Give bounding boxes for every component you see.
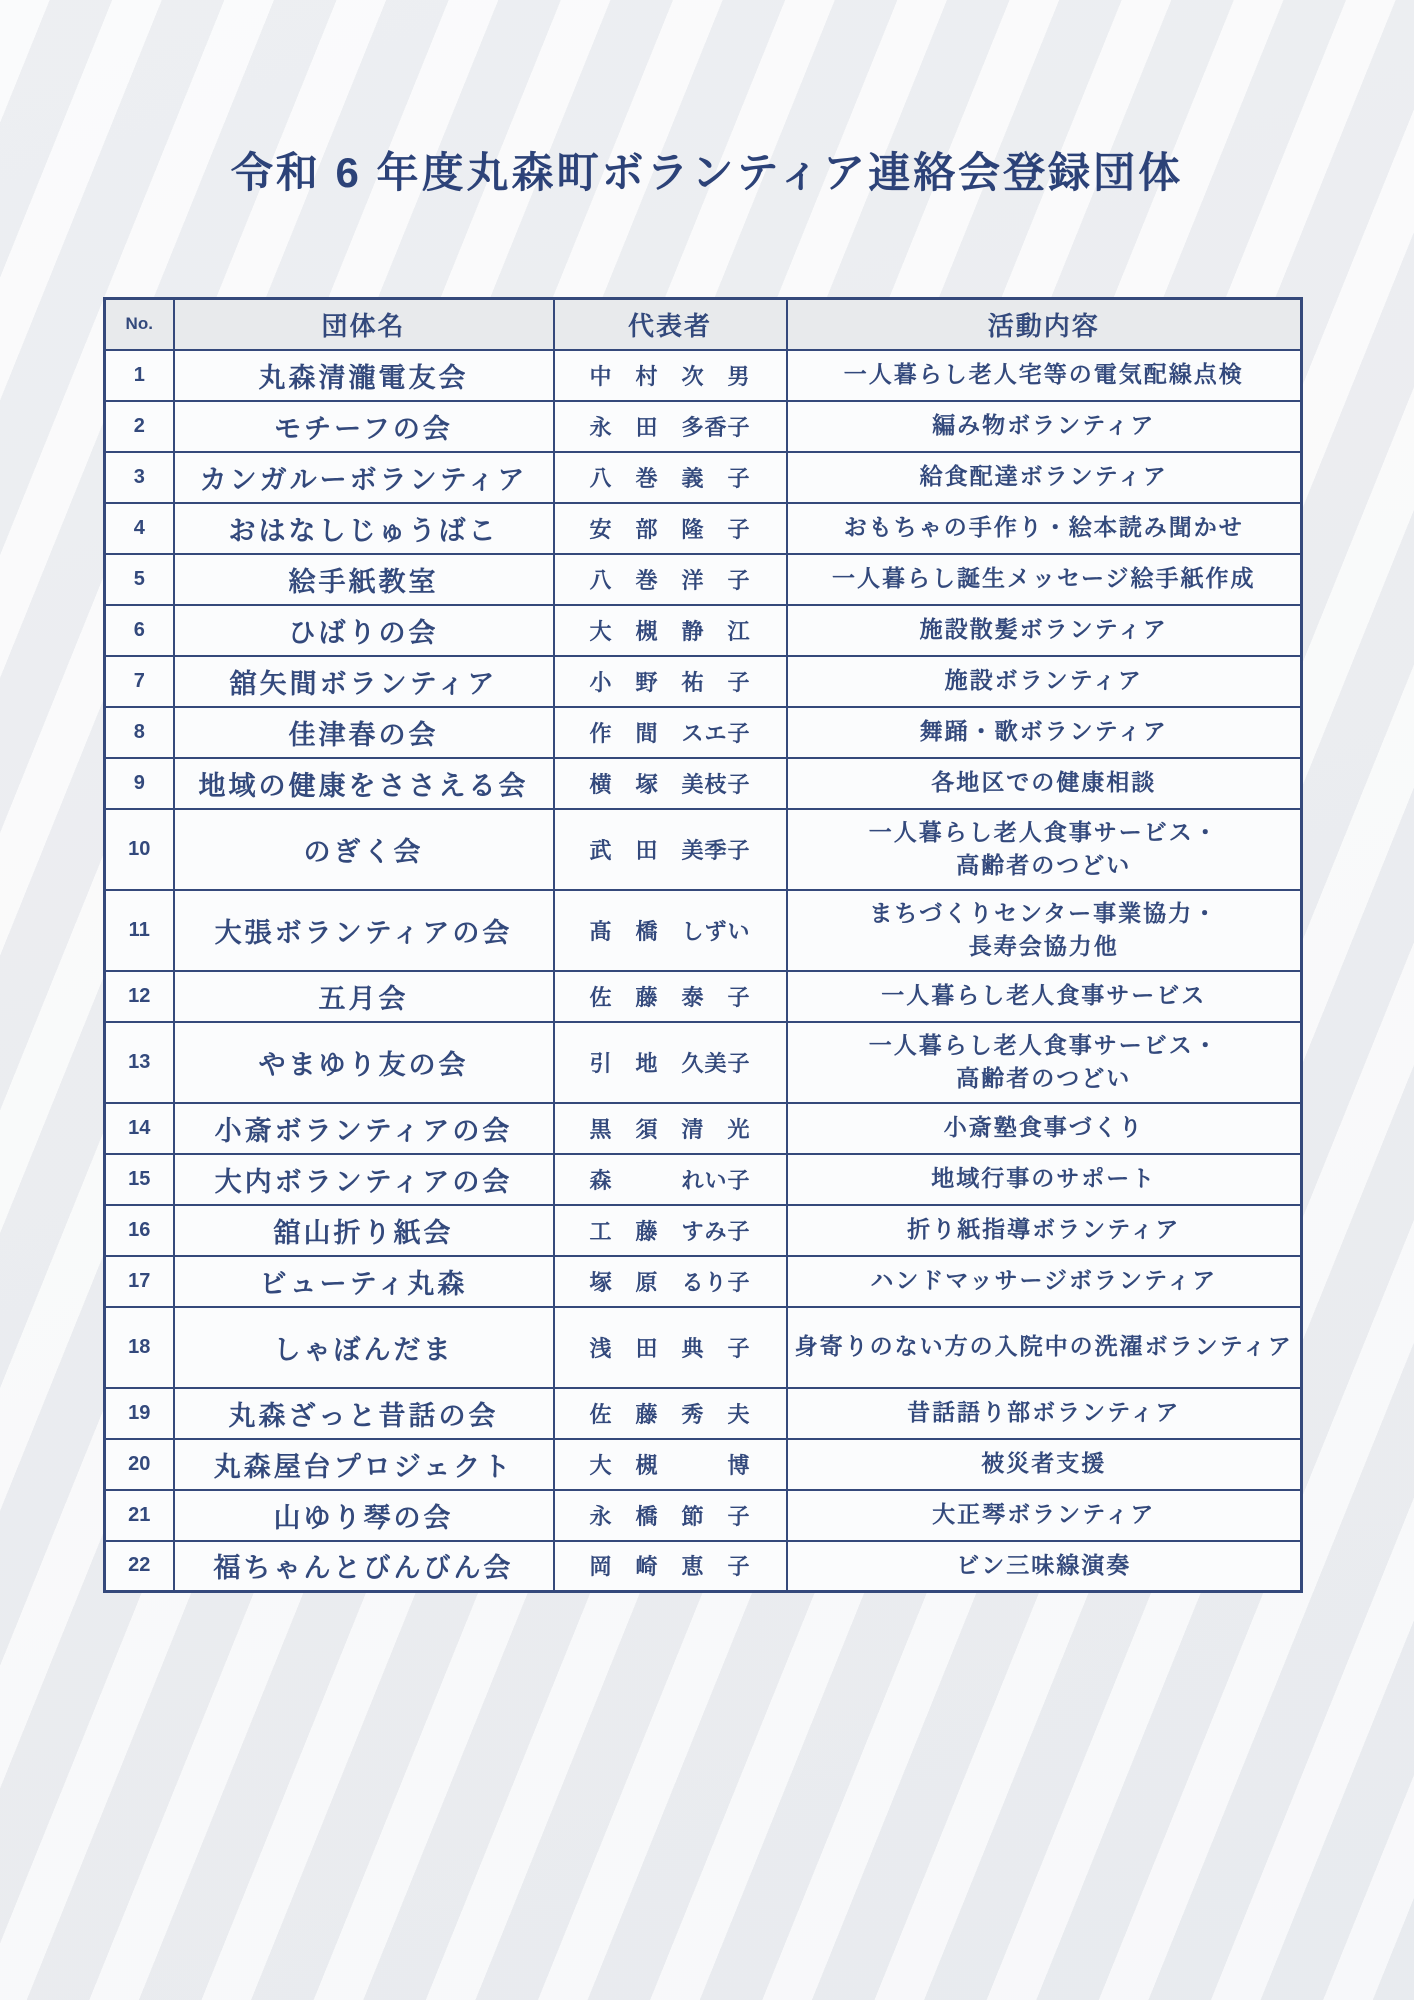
table-row bbox=[105, 656, 1302, 707]
table-row bbox=[105, 707, 1302, 758]
table-row bbox=[105, 1541, 1302, 1592]
groups-table-body bbox=[105, 350, 1302, 1592]
table-row bbox=[105, 554, 1302, 605]
row-representative: 髙 橋 しずい bbox=[554, 890, 787, 971]
row-activity: 被災者支援 bbox=[787, 1439, 1302, 1490]
table-row bbox=[105, 503, 1302, 554]
table-row bbox=[105, 1154, 1302, 1205]
table-row bbox=[105, 452, 1302, 503]
row-group-name: カンガルーボランティア bbox=[174, 452, 554, 503]
row-representative: 武 田 美季子 bbox=[554, 809, 787, 890]
row-group-name: 丸森屋台プロジェクト bbox=[174, 1439, 554, 1490]
row-group-name: 福ちゃんとびんびん会 bbox=[174, 1541, 554, 1592]
row-representative: 岡 崎 恵 子 bbox=[554, 1541, 787, 1592]
row-no: 3 bbox=[105, 452, 174, 503]
row-representative: 森 れい子 bbox=[554, 1154, 787, 1205]
row-no: 15 bbox=[105, 1154, 174, 1205]
row-no: 13 bbox=[105, 1022, 174, 1103]
table-row bbox=[105, 605, 1302, 656]
row-activity: 一人暮らし老人食事サービス・ 高齢者のつどい bbox=[787, 1022, 1302, 1103]
row-representative: 工 藤 すみ子 bbox=[554, 1205, 787, 1256]
row-no: 17 bbox=[105, 1256, 174, 1307]
row-representative: 八 巻 義 子 bbox=[554, 452, 787, 503]
row-representative: 佐 藤 秀 夫 bbox=[554, 1388, 787, 1439]
row-no: 12 bbox=[105, 971, 174, 1022]
table-row bbox=[105, 890, 1302, 971]
table-header-row bbox=[105, 299, 1302, 350]
row-activity: 昔話語り部ボランティア bbox=[787, 1388, 1302, 1439]
row-group-name: 五月会 bbox=[174, 971, 554, 1022]
row-representative: 引 地 久美子 bbox=[554, 1022, 787, 1103]
row-no: 9 bbox=[105, 758, 174, 809]
row-no: 7 bbox=[105, 656, 174, 707]
row-no: 19 bbox=[105, 1388, 174, 1439]
row-activity: 折り紙指導ボランティア bbox=[787, 1205, 1302, 1256]
table-row bbox=[105, 350, 1302, 401]
table-row bbox=[105, 1388, 1302, 1439]
row-group-name: 舘山折り紙会 bbox=[174, 1205, 554, 1256]
table-row bbox=[105, 1439, 1302, 1490]
row-activity: 身寄りのない方の入院中の洗濯ボランティア bbox=[787, 1307, 1302, 1388]
row-no: 18 bbox=[105, 1307, 174, 1388]
row-no: 8 bbox=[105, 707, 174, 758]
row-representative: 永 田 多香子 bbox=[554, 401, 787, 452]
row-representative: 黒 須 清 光 bbox=[554, 1103, 787, 1154]
row-group-name: 大内ボランティアの会 bbox=[174, 1154, 554, 1205]
row-activity: ハンドマッサージボランティア bbox=[787, 1256, 1302, 1307]
row-activity: 大正琴ボランティア bbox=[787, 1490, 1302, 1541]
row-activity: 施設散髪ボランティア bbox=[787, 605, 1302, 656]
row-representative: 小 野 祐 子 bbox=[554, 656, 787, 707]
row-no: 11 bbox=[105, 890, 174, 971]
row-activity: 各地区での健康相談 bbox=[787, 758, 1302, 809]
row-representative: 永 橋 節 子 bbox=[554, 1490, 787, 1541]
header-representative: 代表者 bbox=[554, 299, 787, 350]
table-row bbox=[105, 971, 1302, 1022]
row-group-name: 舘矢間ボランティア bbox=[174, 656, 554, 707]
row-representative: 安 部 隆 子 bbox=[554, 503, 787, 554]
row-group-name: やまゆり友の会 bbox=[174, 1022, 554, 1103]
row-representative: 大 槻 博 bbox=[554, 1439, 787, 1490]
row-no: 6 bbox=[105, 605, 174, 656]
row-group-name: 佳津春の会 bbox=[174, 707, 554, 758]
row-activity: 一人暮らし老人宅等の電気配線点検 bbox=[787, 350, 1302, 401]
table-row bbox=[105, 809, 1302, 890]
row-activity: 施設ボランティア bbox=[787, 656, 1302, 707]
row-activity: 地域行事のサポート bbox=[787, 1154, 1302, 1205]
row-no: 14 bbox=[105, 1103, 174, 1154]
header-no: No. bbox=[105, 299, 174, 350]
row-activity: 舞踊・歌ボランティア bbox=[787, 707, 1302, 758]
row-group-name: モチーフの会 bbox=[174, 401, 554, 452]
row-representative: 大 槻 静 江 bbox=[554, 605, 787, 656]
row-activity: 一人暮らし老人食事サービス bbox=[787, 971, 1302, 1022]
row-group-name: 山ゆり琴の会 bbox=[174, 1490, 554, 1541]
row-group-name: 地域の健康をささえる会 bbox=[174, 758, 554, 809]
page-title: 令和 6 年度丸森町ボランティア連絡会登録団体 bbox=[230, 149, 1184, 196]
row-group-name: しゃぼんだま bbox=[174, 1307, 554, 1388]
row-group-name: 大張ボランティアの会 bbox=[174, 890, 554, 971]
row-activity: 一人暮らし誕生メッセージ絵手紙作成 bbox=[787, 554, 1302, 605]
row-representative: 塚 原 るり子 bbox=[554, 1256, 787, 1307]
row-activity: 給食配達ボランティア bbox=[787, 452, 1302, 503]
row-no: 5 bbox=[105, 554, 174, 605]
table-row bbox=[105, 1205, 1302, 1256]
row-representative: 横 塚 美枝子 bbox=[554, 758, 787, 809]
table-row bbox=[105, 401, 1302, 452]
table-row bbox=[105, 1022, 1302, 1103]
row-activity: 編み物ボランティア bbox=[787, 401, 1302, 452]
row-activity: まちづくりセンター事業協力・ 長寿会協力他 bbox=[787, 890, 1302, 971]
row-group-name: 丸森清瀧電友会 bbox=[174, 350, 554, 401]
row-activity: おもちゃの手作り・絵本読み聞かせ bbox=[787, 503, 1302, 554]
row-no: 4 bbox=[105, 503, 174, 554]
table-row bbox=[105, 1307, 1302, 1388]
row-no: 1 bbox=[105, 350, 174, 401]
row-no: 16 bbox=[105, 1205, 174, 1256]
row-representative: 八 巻 洋 子 bbox=[554, 554, 787, 605]
row-representative: 佐 藤 泰 子 bbox=[554, 971, 787, 1022]
row-group-name: ひばりの会 bbox=[174, 605, 554, 656]
row-group-name: 丸森ざっと昔話の会 bbox=[174, 1388, 554, 1439]
row-group-name: のぎく会 bbox=[174, 809, 554, 890]
row-group-name: ビューティ丸森 bbox=[174, 1256, 554, 1307]
row-representative: 中 村 次 男 bbox=[554, 350, 787, 401]
row-group-name: おはなしじゅうばこ bbox=[174, 503, 554, 554]
row-no: 21 bbox=[105, 1490, 174, 1541]
registry-table bbox=[103, 297, 1303, 1593]
table-row bbox=[105, 1490, 1302, 1541]
row-activity: 小斎塾食事づくり bbox=[787, 1103, 1302, 1154]
row-representative: 浅 田 典 子 bbox=[554, 1307, 787, 1388]
row-group-name: 絵手紙教室 bbox=[174, 554, 554, 605]
row-no: 2 bbox=[105, 401, 174, 452]
table-row bbox=[105, 1256, 1302, 1307]
row-representative: 作 間 スエ子 bbox=[554, 707, 787, 758]
table-row bbox=[105, 758, 1302, 809]
header-activity: 活動内容 bbox=[787, 299, 1302, 350]
row-no: 10 bbox=[105, 809, 174, 890]
row-activity: 一人暮らし老人食事サービス・ 高齢者のつどい bbox=[787, 809, 1302, 890]
header-group-name: 団体名 bbox=[174, 299, 554, 350]
row-group-name: 小斎ボランティアの会 bbox=[174, 1103, 554, 1154]
row-no: 22 bbox=[105, 1541, 174, 1592]
table-row bbox=[105, 1103, 1302, 1154]
row-activity: ビン三味線演奏 bbox=[787, 1541, 1302, 1592]
row-no: 20 bbox=[105, 1439, 174, 1490]
